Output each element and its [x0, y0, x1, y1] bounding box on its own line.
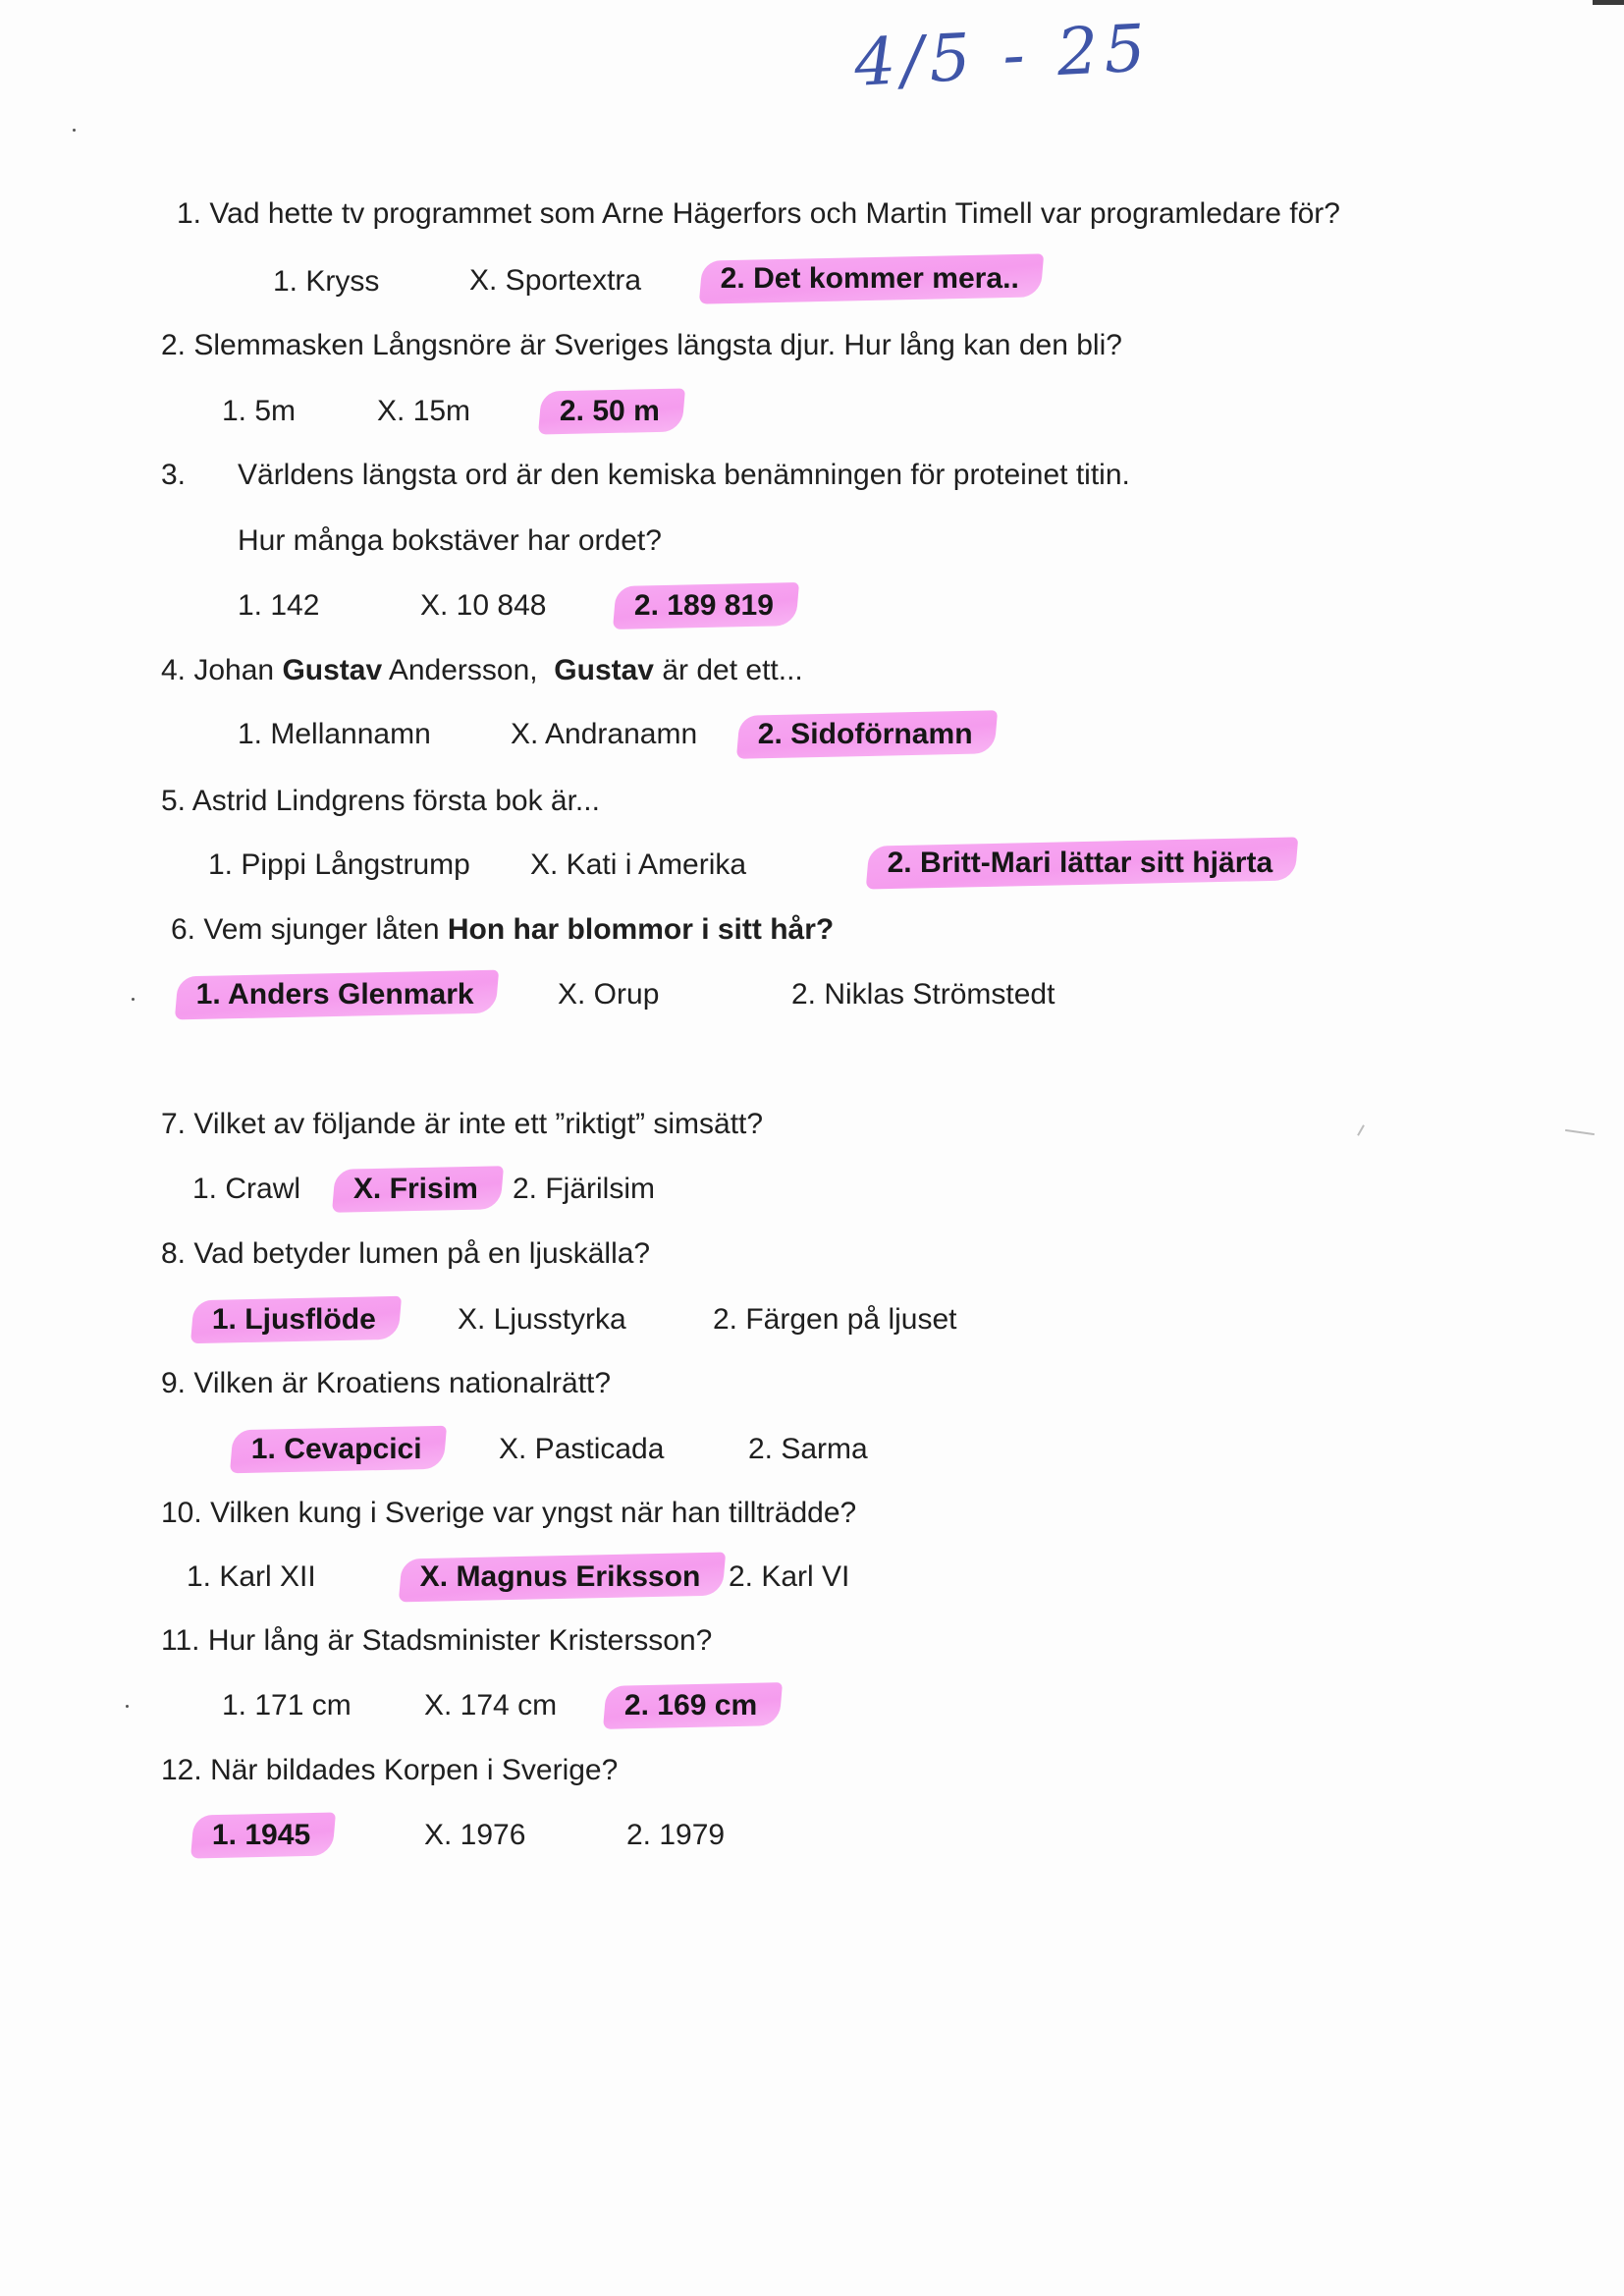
- highlighted-answer: 2. 189 819: [633, 589, 774, 623]
- question-11-option-1: 1. 171 cm: [222, 1689, 352, 1722]
- scan-corner-mark: [1593, 0, 1624, 5]
- question-8: [161, 1234, 650, 1274]
- question-text-part: Johan: [193, 654, 283, 686]
- question-10: [161, 1494, 856, 1533]
- question-text-part: är det ett...: [654, 654, 803, 686]
- question-text-bold: Gustav: [282, 654, 383, 686]
- question-6-option-x: X. Orup: [558, 978, 660, 1011]
- question-text: Världens längsta ord är den kemiska benämningen för proteinet titin.: [238, 459, 1130, 491]
- question-2-option-2-highlighted: [538, 388, 685, 434]
- question-5: [161, 782, 600, 821]
- question-text-bold: Gustav: [554, 654, 654, 686]
- question-4-option-2-highlighted: [736, 710, 999, 758]
- highlighted-answer: 2. Det kommer mera..: [720, 262, 1019, 296]
- question-2-option-x: X. 15m: [377, 395, 471, 427]
- highlighted-answer: X. Frisim: [352, 1173, 478, 1206]
- question-9: [161, 1364, 611, 1403]
- question-5-option-x: X. Kati i Amerika: [530, 848, 747, 881]
- question-5-option-2-highlighted: [866, 837, 1298, 889]
- question-number: 8.: [161, 1237, 187, 1270]
- highlighted-answer: 2. 169 cm: [623, 1689, 758, 1722]
- question-4-option-x: X. Andranamn: [511, 718, 698, 750]
- question-4: [161, 651, 803, 690]
- question-number: 5.: [161, 785, 187, 817]
- question-8-option-2: 2. Färgen på ljuset: [713, 1303, 957, 1336]
- question-2: [161, 326, 1122, 365]
- question-text: Vilken kung i Sverige var yngst när han tillträdde?: [210, 1497, 857, 1529]
- question-9-option-2: 2. Sarma: [748, 1433, 868, 1465]
- question-number: 12.: [161, 1754, 202, 1786]
- question-number: 2.: [161, 329, 187, 361]
- highlighted-answer: 2. Sidoförnamn: [757, 718, 973, 751]
- question-3: [161, 456, 1130, 495]
- question-number: 9.: [161, 1367, 187, 1399]
- question-11: [161, 1621, 712, 1661]
- question-10-option-2: 2. Karl VI: [729, 1560, 850, 1593]
- question-5-option-1: 1. Pippi Långstrump: [208, 848, 470, 881]
- question-12-option-2: 2. 1979: [626, 1819, 726, 1851]
- highlighted-answer: 2. Britt-Mari lättar sitt hjärta: [887, 847, 1273, 880]
- question-9-option-1-highlighted: [230, 1426, 448, 1474]
- question-3-option-2-highlighted: [613, 582, 799, 629]
- question-text: Vad hette tv programmet som Arne Hägerfors och Martin Timell var programledare för?: [209, 197, 1340, 230]
- highlighted-answer: 2. 50 m: [559, 395, 660, 428]
- question-10-option-x-highlighted: [399, 1553, 726, 1603]
- question-3-option-x: X. 10 848: [420, 589, 547, 622]
- question-text: Vilken är Kroatiens nationalrätt?: [193, 1367, 612, 1399]
- question-number: 10.: [161, 1497, 202, 1529]
- handwritten-date: 4/5 - 25: [852, 10, 1154, 101]
- highlighted-answer: 1. 1945: [211, 1819, 311, 1852]
- question-7-option-2: 2. Fjärilsim: [513, 1173, 656, 1205]
- question-number: 6.: [171, 913, 196, 946]
- question-text: Astrid Lindgrens första bok är...: [191, 785, 600, 817]
- highlighted-answer: X. Magnus Eriksson: [419, 1560, 701, 1594]
- question-4-option-1: 1. Mellannamn: [238, 718, 431, 750]
- highlighted-answer: 1. Cevapcici: [250, 1433, 422, 1466]
- question-text: Vad betyder lumen på en ljuskälla?: [193, 1237, 651, 1270]
- question-number: 4.: [161, 654, 187, 686]
- question-number: 3.: [161, 459, 187, 491]
- question-2-option-1: 1. 5m: [222, 395, 297, 427]
- question-text: När bildades Korpen i Sverige?: [210, 1754, 619, 1786]
- question-7-option-x-highlighted: [332, 1166, 504, 1213]
- question-11-option-x: X. 174 cm: [424, 1689, 558, 1722]
- question-11-option-2-highlighted: [603, 1682, 783, 1729]
- question-1-option-1: 1. Kryss: [273, 265, 380, 298]
- question-number: 7.: [161, 1108, 187, 1140]
- question-1: [177, 194, 1340, 234]
- scan-stroke: [1565, 1129, 1595, 1135]
- question-1-option-2-highlighted: [699, 253, 1045, 303]
- question-text-part: Vem sjunger låten: [203, 913, 448, 946]
- question-1-option-x: X. Sportextra: [469, 264, 642, 297]
- question-12-option-1-highlighted: [190, 1812, 336, 1858]
- highlighted-answer: 1. Ljusflöde: [211, 1303, 376, 1337]
- question-text-part: Andersson,: [382, 654, 555, 686]
- scan-speck: [132, 998, 135, 1001]
- question-text: Vilket av följande är inte ett ”riktigt” simsätt?: [193, 1108, 764, 1140]
- question-12-option-x: X. 1976: [424, 1819, 526, 1851]
- question-8-option-x: X. Ljusstyrka: [458, 1303, 626, 1336]
- highlighted-answer: 1. Anders Glenmark: [195, 978, 474, 1011]
- scan-stroke: [1357, 1124, 1365, 1135]
- question-text-bold: Hon har blommor i sitt hår?: [447, 913, 835, 946]
- scan-speck: [126, 1705, 129, 1708]
- scan-speck: [73, 129, 76, 132]
- question-text: Slemmasken Långsnöre är Sveriges längsta djur. Hur lång kan den bli?: [193, 329, 1122, 361]
- question-6: [171, 910, 834, 950]
- question-12: [161, 1751, 618, 1790]
- question-3-option-1: 1. 142: [238, 589, 320, 622]
- question-7-option-1: 1. Crawl: [192, 1173, 301, 1205]
- question-3-continuation: Hur många bokstäver har ordet?: [238, 524, 662, 557]
- question-number: 1.: [177, 197, 202, 230]
- question-6-option-1-highlighted: [175, 970, 500, 1020]
- question-8-option-1-highlighted: [190, 1296, 402, 1343]
- question-7: [161, 1105, 763, 1144]
- question-9-option-x: X. Pasticada: [499, 1433, 665, 1465]
- question-10-option-1: 1. Karl XII: [187, 1560, 316, 1593]
- question-number: 11.: [161, 1624, 200, 1657]
- question-text: Hur lång är Stadsminister Kristersson?: [207, 1624, 713, 1657]
- question-6-option-2: 2. Niklas Strömstedt: [791, 978, 1056, 1011]
